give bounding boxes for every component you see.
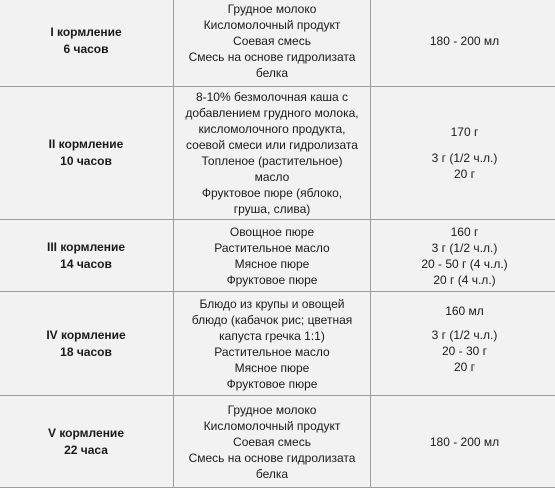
feeding-label: I кормление	[0, 24, 173, 41]
food-item: Смесь на основе гидролизата	[174, 49, 370, 65]
table-row	[0, 292, 555, 396]
amount-item: 160 мл	[371, 303, 555, 319]
amount-item: 3 г (1/2 ч.л.)	[371, 240, 555, 256]
amount-item: 180 - 200 мл	[371, 33, 555, 49]
food-item: Грудное молоко	[174, 1, 370, 17]
food-item: Кисломолочный продукт	[174, 418, 370, 434]
amount-item: 20 - 30 г	[371, 343, 555, 359]
food-item: Соевая смесь	[174, 434, 370, 450]
amounts-cell	[371, 396, 555, 488]
food-item: Смесь на основе гидролизата	[174, 450, 370, 466]
food-item: Мясное пюре	[174, 360, 370, 376]
table-row	[0, 396, 555, 488]
foods-cell	[174, 292, 371, 396]
food-item: Кисломолочный продукт	[174, 17, 370, 33]
spacer	[371, 140, 555, 150]
food-item: груша, слива)	[174, 201, 370, 217]
feeding-time: 14 часов	[0, 256, 173, 273]
foods-cell	[174, 0, 371, 87]
amounts-cell	[371, 292, 555, 396]
food-item: блюдо (кабачок рис; цветная	[174, 312, 370, 328]
food-item: капуста гречка 1:1)	[174, 328, 370, 344]
feeding-cell	[0, 396, 174, 488]
table-row	[0, 220, 555, 292]
foods-cell	[174, 87, 371, 220]
food-item: Мясное пюре	[174, 256, 370, 272]
amounts-cell	[371, 87, 555, 220]
foods-cell	[174, 220, 371, 292]
food-item: Соевая смесь	[174, 33, 370, 49]
feeding-label: V кормление	[0, 425, 173, 442]
amount-item: 160 г	[371, 224, 555, 240]
food-item: добавлением грудного молока,	[174, 105, 370, 121]
amount-item: 3 г (1/2 ч.л.)	[371, 327, 555, 343]
feeding-time: 22 часа	[0, 442, 173, 459]
spacer	[371, 319, 555, 327]
food-item: Топленое (растительное)	[174, 153, 370, 169]
amount-item: 20 - 50 г (4 ч.л.)	[371, 256, 555, 272]
amount-item: 20 г	[371, 166, 555, 182]
amounts-cell	[371, 0, 555, 87]
feeding-cell	[0, 292, 174, 396]
feeding-cell	[0, 87, 174, 220]
feeding-cell	[0, 220, 174, 292]
feeding-label: IV кормление	[0, 327, 173, 344]
food-item: белка	[174, 65, 370, 81]
feeding-cell	[0, 0, 174, 87]
foods-cell	[174, 396, 371, 488]
spacer	[371, 375, 555, 385]
amount-item: 3 г (1/2 ч.л.)	[371, 150, 555, 166]
food-item: белка	[174, 466, 370, 482]
feeding-time: 18 часов	[0, 344, 173, 361]
amount-item: 180 - 200 мл	[371, 434, 555, 450]
feeding-label: II кормление	[0, 136, 173, 153]
food-item: Овощное пюре	[174, 224, 370, 240]
food-item: кисломолочного продукта,	[174, 121, 370, 137]
food-item: Растительное масло	[174, 240, 370, 256]
food-item: Блюдо из крупы и овощей	[174, 296, 370, 312]
amounts-cell	[371, 220, 555, 292]
table-row	[0, 0, 555, 87]
food-item: Фруктовое пюре	[174, 272, 370, 288]
amount-item: 20 г	[371, 359, 555, 375]
table-row	[0, 87, 555, 220]
feeding-label: III кормление	[0, 239, 173, 256]
feeding-time: 10 часов	[0, 153, 173, 170]
feeding-time: 6 часов	[0, 41, 173, 58]
food-item: Фруктовое пюре (яблоко,	[174, 185, 370, 201]
amount-item: 20 г (4 ч.л.)	[371, 272, 555, 288]
food-item: Грудное молоко	[174, 402, 370, 418]
food-item: масло	[174, 169, 370, 185]
food-item: 8-10% безмолочная каша с	[174, 89, 370, 105]
food-item: соевой смеси или гидролизата	[174, 137, 370, 153]
food-item: Растительное масло	[174, 344, 370, 360]
food-item: Фруктовое пюре	[174, 376, 370, 392]
amount-item: 170 г	[371, 124, 555, 140]
